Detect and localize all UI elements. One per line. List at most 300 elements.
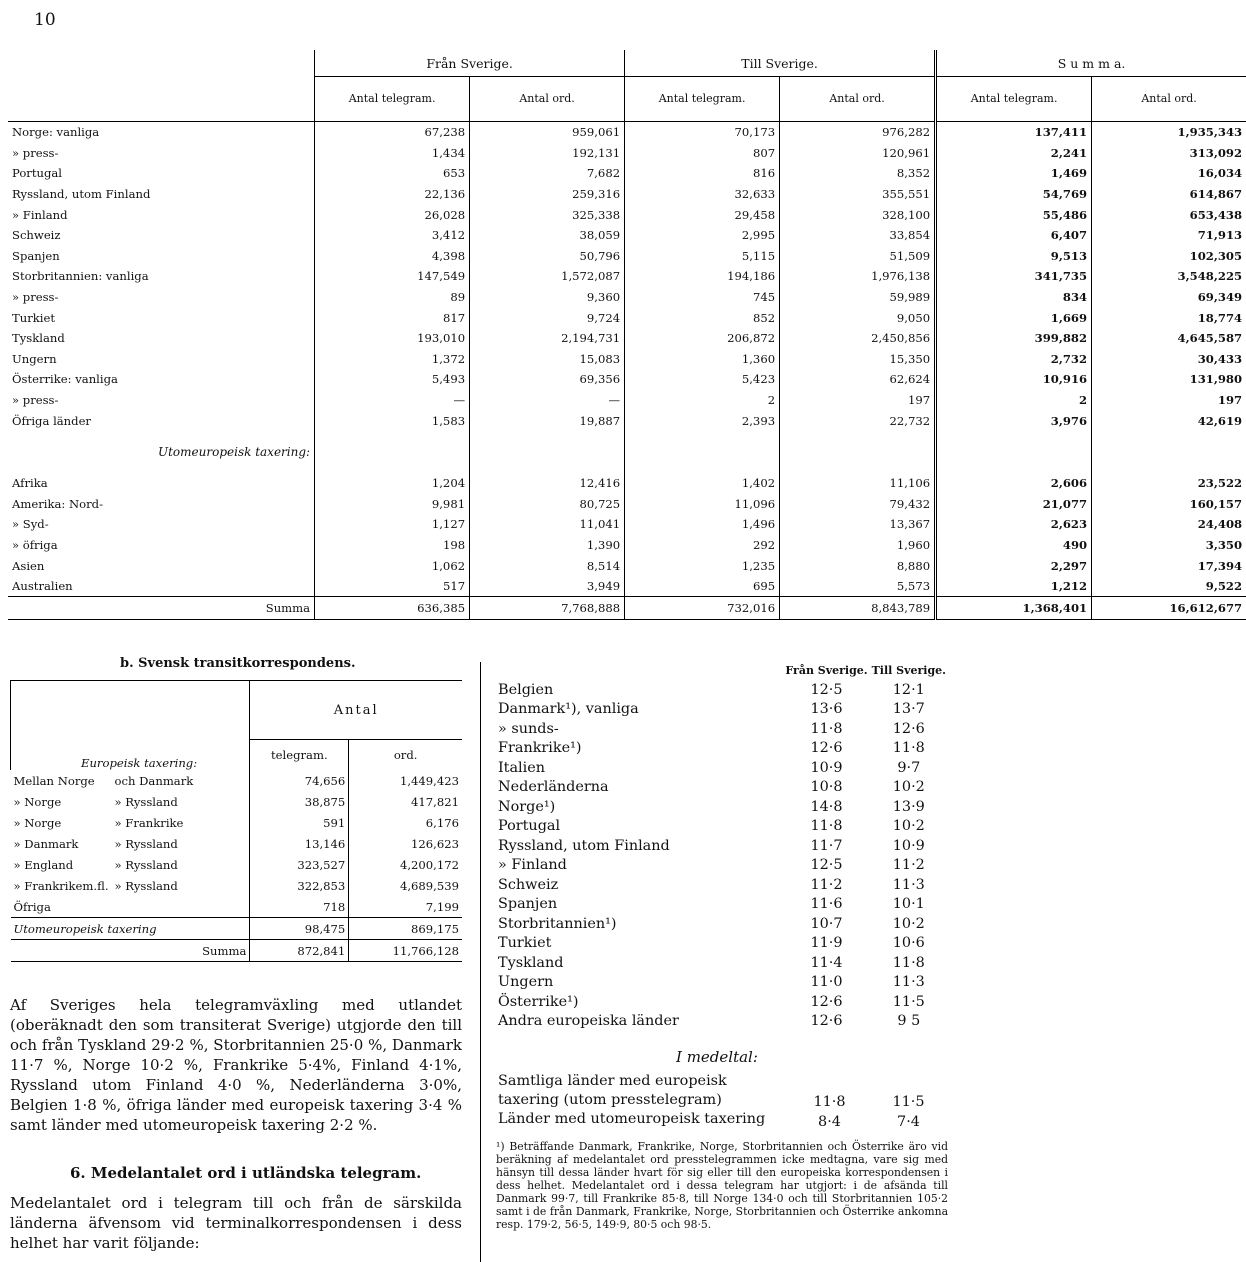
- table-row: [11, 791, 463, 812]
- table-cell: 2: [936, 390, 1092, 411]
- subheader: Antal telegram.: [936, 77, 1092, 122]
- table-cell: 591: [250, 812, 349, 833]
- table-cell: 2: [625, 390, 780, 411]
- table-cell: 10·1: [892, 896, 925, 913]
- table-cell: 22,732: [780, 410, 936, 431]
- table-cell: 11·8: [810, 818, 843, 835]
- table-cell: 13,146: [250, 833, 349, 854]
- table-cell: 852: [625, 307, 780, 328]
- row-label: Ryssland, utom Finland: [498, 837, 670, 854]
- table-cell: 102,305: [1092, 246, 1246, 267]
- subheader: Antal telegram.: [315, 77, 470, 122]
- row-label: Belgien: [498, 681, 554, 698]
- table-cell: 695: [625, 576, 780, 597]
- table-row: [8, 204, 1246, 225]
- table-cell: 10·2: [892, 915, 925, 932]
- table-row: [496, 758, 948, 778]
- table-cell: 42,619: [1092, 410, 1246, 431]
- table-cell: 3,412: [315, 225, 470, 246]
- row-label: Öfriga länder: [12, 413, 91, 428]
- table-cell: 517: [315, 576, 470, 597]
- table-cell: 11·3: [892, 876, 925, 893]
- table-cell: 1,062: [315, 555, 470, 576]
- table-cell: 50,796: [470, 246, 625, 267]
- row-label: Spanjen: [498, 896, 558, 913]
- row-label: Norge: vanliga: [12, 125, 100, 140]
- table-cell: 12,416: [470, 473, 625, 494]
- row-label: Samtliga länder med europeisk taxering (utom presstelegram): [498, 1073, 727, 1108]
- blank-cell: [936, 431, 1092, 473]
- table-cell: 197: [780, 390, 936, 411]
- table-cell: 976,282: [780, 122, 936, 143]
- transit-col-ord: ord.: [349, 740, 462, 771]
- table-row: [8, 473, 1246, 494]
- blank-cell: [625, 431, 780, 473]
- table-cell: 14·8: [810, 798, 843, 815]
- section-row: [8, 431, 1246, 473]
- blank-cell: [315, 431, 470, 473]
- row-label: Tyskland: [12, 331, 65, 346]
- route-from: » Danmark: [13, 836, 79, 851]
- table-row: [11, 812, 463, 833]
- transit-col-telegram: telegram.: [250, 740, 349, 771]
- table-cell: 869,175: [349, 918, 462, 940]
- row-label: Portugal: [498, 818, 561, 835]
- table-cell: 38,059: [470, 225, 625, 246]
- table-cell: 21,077: [936, 494, 1092, 515]
- table-cell: 79,432: [780, 494, 936, 515]
- table-cell: 11·7: [810, 837, 843, 854]
- table-row: [496, 914, 948, 934]
- row-label: » press-: [12, 145, 59, 160]
- subheader: Antal ord.: [1092, 77, 1246, 122]
- table-cell: 5,493: [315, 369, 470, 390]
- table-row: [11, 833, 463, 854]
- table-cell: 4,200,172: [349, 854, 462, 875]
- table-cell: 126,623: [349, 833, 462, 854]
- row-label: » press-: [12, 290, 59, 305]
- paragraph-1: Af Sveriges hela telegramväxling med utlandet (oberäknadt den som transiterat Sverige) utgjorde den till och från Tyskland 29·2 %, Storbritannien 25·0 %, Danmark 11·7 %, Norge 10·2 %, Frankrike 5·4%, Finland 4·1%, Ryssland utom Finland 4·0 %, Nederländerna 3·0%, Belgien 1·8 %, öfriga länder med europeisk taxering 3·4 % samt länder med utomeuropeisk taxering 2·2 %.: [10, 996, 462, 1134]
- table-row: [496, 719, 948, 739]
- table-cell: 11·8: [892, 954, 925, 971]
- table-cell: 11·9: [810, 935, 843, 952]
- table-cell: 8,352: [780, 163, 936, 184]
- table-cell: 1,976,138: [780, 266, 936, 287]
- table-row: [8, 410, 1246, 431]
- table-row: [496, 856, 948, 876]
- table-cell: —: [315, 390, 470, 411]
- table-cell: 80,725: [470, 494, 625, 515]
- table-cell: 30,433: [1092, 349, 1246, 370]
- section-label: Utomeuropeisk taxering:: [158, 444, 311, 459]
- table-cell: 1,496: [625, 514, 780, 535]
- table-cell: 10·6: [892, 935, 925, 952]
- table-cell: 9,513: [936, 246, 1092, 267]
- table-cell: 11,096: [625, 494, 780, 515]
- subheader: Antal telegram.: [625, 77, 780, 122]
- table-cell: 1,434: [315, 143, 470, 164]
- table-cell: 1,372: [315, 349, 470, 370]
- table-cell: 1,583: [315, 410, 470, 431]
- table-cell: 147,549: [315, 266, 470, 287]
- table-cell: 160,157: [1092, 494, 1246, 515]
- table-row: [8, 494, 1246, 515]
- table-row: [496, 973, 948, 993]
- table-cell: 22,136: [315, 184, 470, 205]
- group-till: Till Sverige.: [625, 50, 936, 77]
- total-cell: 7,768,888: [470, 597, 625, 620]
- table-cell: 322,853: [250, 875, 349, 896]
- row-label: Andra europeiska länder: [498, 1013, 679, 1030]
- table-cell: 29,458: [625, 204, 780, 225]
- table-cell: 62,624: [780, 369, 936, 390]
- table-cell: 1,669: [936, 307, 1092, 328]
- table-row: [496, 739, 948, 759]
- table-cell: 70,173: [625, 122, 780, 143]
- table-row: [8, 555, 1246, 576]
- table-cell: 69,356: [470, 369, 625, 390]
- table-cell: 323,527: [250, 854, 349, 875]
- avg-table: [496, 660, 948, 1031]
- table-cell: 341,735: [936, 266, 1092, 287]
- table-cell: 8,514: [470, 555, 625, 576]
- table-cell: 137,411: [936, 122, 1092, 143]
- table-cell: 7,199: [349, 896, 462, 918]
- table-cell: 834: [936, 287, 1092, 308]
- table-cell: 15,083: [470, 349, 625, 370]
- table-cell: 192,131: [470, 143, 625, 164]
- table-cell: 718: [250, 896, 349, 918]
- table-cell: 26,028: [315, 204, 470, 225]
- blank-cell: [470, 431, 625, 473]
- row-label: Nederländerna: [498, 779, 609, 796]
- table-cell: 4,398: [315, 246, 470, 267]
- table-cell: 55,486: [936, 204, 1092, 225]
- table-cell: 74,656: [250, 770, 349, 791]
- row-label: Tyskland: [498, 954, 564, 971]
- table-cell: 10·7: [810, 915, 843, 932]
- row-label: Summa: [202, 943, 247, 958]
- table-cell: 12·6: [810, 1013, 843, 1030]
- table-cell: 69,349: [1092, 287, 1246, 308]
- row-label: » Finland: [498, 857, 567, 874]
- table-row: [8, 535, 1246, 556]
- table-cell: 13·6: [810, 701, 843, 718]
- table-cell: 11·2: [810, 876, 843, 893]
- table-cell: 3,949: [470, 576, 625, 597]
- table-cell: 24,408: [1092, 514, 1246, 535]
- table-cell: 67,238: [315, 122, 470, 143]
- paragraph-2: Medelantalet ord i telegram till och från de särskilda länderna äfvensom vid terminalkorrespondensen i dess helhet har varit följande:: [10, 1194, 462, 1252]
- table-cell: 399,882: [936, 328, 1092, 349]
- table-row: [496, 934, 948, 954]
- row-label: Öfriga: [13, 899, 51, 914]
- table-row: [8, 184, 1246, 205]
- table-cell: 9·7: [897, 759, 921, 776]
- total-cell: 1,368,401: [936, 597, 1092, 620]
- table-cell: 3,350: [1092, 535, 1246, 556]
- table-cell: 7·4: [897, 1113, 920, 1130]
- table-row: [496, 817, 948, 837]
- table-cell: 2,732: [936, 349, 1092, 370]
- table-cell: 9,050: [780, 307, 936, 328]
- table-cell: 7,682: [470, 163, 625, 184]
- table-cell: 3,548,225: [1092, 266, 1246, 287]
- group-summa: S u m m a.: [936, 50, 1246, 77]
- transit-heading: b. Svensk transitkorrespondens.: [120, 656, 356, 671]
- table-cell: 653: [315, 163, 470, 184]
- table-cell: 1,402: [625, 473, 780, 494]
- table-cell: 206,872: [625, 328, 780, 349]
- table-cell: 11·0: [810, 974, 843, 991]
- table-row: [8, 143, 1246, 164]
- avg-label-header: [496, 660, 783, 680]
- table-row: [11, 770, 463, 791]
- table-row: [8, 246, 1246, 267]
- table-cell: 328,100: [780, 204, 936, 225]
- row-label: » sunds-: [498, 720, 559, 737]
- table-cell: 11·8: [810, 720, 843, 737]
- table-cell: 11·2: [892, 857, 925, 874]
- table-cell: 10·8: [810, 779, 843, 796]
- table-cell: 10·9: [892, 837, 925, 854]
- row-label: Turkiet: [12, 310, 55, 325]
- route-to: » Ryssland: [114, 878, 178, 893]
- transit-body: [11, 770, 463, 962]
- row-label: Danmark¹), vanliga: [498, 701, 639, 718]
- avg-col-fran: Från Sverige.: [785, 663, 868, 677]
- table-cell: 5,573: [780, 576, 936, 597]
- table-cell: 9,981: [315, 494, 470, 515]
- table-cell: 59,989: [780, 287, 936, 308]
- table-cell: 2,606: [936, 473, 1092, 494]
- route-to: » Ryssland: [114, 794, 178, 809]
- row-label: Utomeuropeisk taxering: [13, 921, 157, 936]
- table-cell: 11·3: [892, 974, 925, 991]
- table-row: [496, 1110, 948, 1130]
- row-label: Italien: [498, 759, 546, 776]
- table-cell: 71,913: [1092, 225, 1246, 246]
- table-row: [496, 700, 948, 720]
- table-row: [496, 1012, 948, 1032]
- table-row: [8, 307, 1246, 328]
- table-cell: 417,821: [349, 791, 462, 812]
- table-row: [11, 896, 463, 918]
- subheader: Antal ord.: [780, 77, 936, 122]
- table-row: [8, 514, 1246, 535]
- table-cell: 1,212: [936, 576, 1092, 597]
- table-cell: 197: [1092, 390, 1246, 411]
- subheader: Antal ord.: [470, 77, 625, 122]
- table-row: [496, 992, 948, 1012]
- table-cell: 12·6: [892, 720, 925, 737]
- table-cell: 8,880: [780, 555, 936, 576]
- table-cell: 745: [625, 287, 780, 308]
- table-cell: 198: [315, 535, 470, 556]
- table-row: [8, 369, 1246, 390]
- table-cell: 16,034: [1092, 163, 1246, 184]
- route-to: » Ryssland: [114, 857, 178, 872]
- table-cell: 614,867: [1092, 184, 1246, 205]
- total-cell: 16,612,677: [1092, 597, 1246, 620]
- row-label: Turkiet: [498, 935, 552, 952]
- table-cell: 193,010: [315, 328, 470, 349]
- row-label: Länder med utomeuropeisk taxering: [498, 1111, 766, 1128]
- table-cell: 2,297: [936, 555, 1092, 576]
- table-cell: 1,390: [470, 535, 625, 556]
- table-cell: 12·6: [810, 993, 843, 1010]
- table-cell: 259,316: [470, 184, 625, 205]
- table-cell: 653,438: [1092, 204, 1246, 225]
- row-label: Spanjen: [12, 248, 60, 263]
- table-cell: 2,241: [936, 143, 1092, 164]
- table-cell: 807: [625, 143, 780, 164]
- table-cell: 11·5: [892, 993, 925, 1010]
- row-label: Storbritannien¹): [498, 915, 617, 932]
- table-cell: 1,449,423: [349, 770, 462, 791]
- table-cell: 6,407: [936, 225, 1092, 246]
- table-cell: 313,092: [1092, 143, 1246, 164]
- table-row: [11, 940, 463, 962]
- table-cell: 490: [936, 535, 1092, 556]
- table-cell: 9,724: [470, 307, 625, 328]
- table-row: [8, 122, 1246, 143]
- medeltal-heading: I medeltal:: [676, 1048, 758, 1066]
- table-cell: 10·2: [892, 818, 925, 835]
- table-cell: 11,041: [470, 514, 625, 535]
- main-table: [8, 50, 1246, 620]
- transit-group-header: Antal: [250, 681, 462, 740]
- table-cell: 18,774: [1092, 307, 1246, 328]
- table-cell: 8·4: [818, 1113, 841, 1130]
- section-6-heading: 6. Medelantalet ord i utländska telegram.: [70, 1164, 422, 1182]
- total-cell: 8,843,789: [780, 597, 936, 620]
- row-label: Afrika: [12, 476, 48, 491]
- table-cell: 5,423: [625, 369, 780, 390]
- table-cell: 4,645,587: [1092, 328, 1246, 349]
- table-cell: 13·9: [892, 798, 925, 815]
- table-row: [11, 918, 463, 940]
- table-row: [8, 390, 1246, 411]
- avg-body: [496, 680, 948, 1031]
- total-cell: 636,385: [315, 597, 470, 620]
- table-cell: 23,522: [1092, 473, 1246, 494]
- table-row: [496, 875, 948, 895]
- table-cell: 2,450,856: [780, 328, 936, 349]
- route-from: » Norge: [13, 815, 62, 830]
- avg-col-till: Till Sverige.: [871, 663, 946, 677]
- table-cell: 11,106: [780, 473, 936, 494]
- table-row: [496, 680, 948, 700]
- table-cell: 1,572,087: [470, 266, 625, 287]
- table-cell: 13·7: [892, 701, 925, 718]
- table-row: [11, 875, 463, 896]
- table-cell: 13,367: [780, 514, 936, 535]
- row-label: Österrike¹): [498, 993, 579, 1010]
- table-cell: 9,522: [1092, 576, 1246, 597]
- label-subheader: [8, 77, 315, 122]
- table-cell: 12·5: [810, 857, 843, 874]
- table-cell: 2,194,731: [470, 328, 625, 349]
- row-label: Storbritannien: vanliga: [12, 269, 149, 284]
- route-to: » Frankrike: [114, 815, 184, 830]
- table-cell: 816: [625, 163, 780, 184]
- row-label: Ungern: [498, 974, 554, 991]
- table-cell: 5,115: [625, 246, 780, 267]
- row-label: Norge¹): [498, 798, 556, 815]
- table-row: [8, 287, 1246, 308]
- table-row: [496, 836, 948, 856]
- table-cell: 325,338: [470, 204, 625, 225]
- transit-section-label: Europeisk taxering:: [11, 740, 250, 771]
- row-label: Amerika: Nord-: [12, 496, 104, 511]
- total-row: [8, 597, 1246, 620]
- table-cell: 10·9: [810, 759, 843, 776]
- blank-cell: [1092, 431, 1246, 473]
- row-label: Frankrike¹): [498, 740, 582, 757]
- row-label: Asien: [12, 558, 45, 573]
- route-from: » England: [13, 857, 74, 872]
- table-cell: 12·6: [810, 740, 843, 757]
- table-cell: 89: [315, 287, 470, 308]
- table-row: [496, 953, 948, 973]
- table-cell: 959,061: [470, 122, 625, 143]
- table-cell: 11·4: [810, 954, 843, 971]
- transit-table: [10, 680, 462, 962]
- table-row: [8, 328, 1246, 349]
- transit-blank: [11, 681, 250, 740]
- table-cell: 11·8: [892, 740, 925, 757]
- medeltal-table: [496, 1072, 948, 1130]
- route-from: » Norge: [13, 794, 62, 809]
- table-row: [496, 797, 948, 817]
- table-cell: 19,887: [470, 410, 625, 431]
- table-cell: 11·6: [810, 896, 843, 913]
- table-row: [8, 163, 1246, 184]
- table-cell: 1,204: [315, 473, 470, 494]
- row-label: » öfriga: [12, 537, 58, 552]
- table-row: [496, 1072, 948, 1110]
- table-cell: 2,623: [936, 514, 1092, 535]
- main-table-body: [8, 122, 1246, 620]
- row-label: Schweiz: [498, 876, 559, 893]
- table-cell: 355,551: [780, 184, 936, 205]
- table-cell: 10,916: [936, 369, 1092, 390]
- table-cell: 9,360: [470, 287, 625, 308]
- table-cell: 1,235: [625, 555, 780, 576]
- table-cell: 32,633: [625, 184, 780, 205]
- table-cell: 11·8: [813, 1094, 846, 1110]
- table-cell: 1,127: [315, 514, 470, 535]
- table-cell: 1,960: [780, 535, 936, 556]
- table-row: [8, 266, 1246, 287]
- group-fran: Från Sverige.: [315, 50, 625, 77]
- row-label: Ungern: [12, 351, 57, 366]
- table-cell: 12·5: [810, 681, 843, 698]
- medeltal-body: [496, 1072, 948, 1130]
- row-label: Ryssland, utom Finland: [12, 187, 151, 202]
- page-number: 10: [34, 10, 56, 30]
- table-cell: 11·5: [892, 1094, 925, 1110]
- row-label: Schweiz: [12, 228, 61, 243]
- table-cell: 3,976: [936, 410, 1092, 431]
- table-row: [11, 854, 463, 875]
- blank-cell: [780, 431, 936, 473]
- table-cell: 33,854: [780, 225, 936, 246]
- table-cell: 194,186: [625, 266, 780, 287]
- table-cell: 98,475: [250, 918, 349, 940]
- footnote: ¹) Beträffande Danmark, Frankrike, Norge, Storbritannien och Österrike äro vid beräkning af medelantalet ord presstelegrammen icke medtagna, vare sig med hänsyn till dessa länder hvart för sig eller till den europeiska korrespondensen i dess helhet. Medelantalet ord i dessa telegram har utgjort: i de afsända till Danmark 99·7, till Frankrike 85·8, till Norge 134·0 och till Storbritannien 105·2 samt i de från Danmark, Frankrike, Norge, Storbritannien och Österrike ankomna resp. 179·2, 56·5, 149·9, 80·5 och 98·5.: [496, 1140, 948, 1231]
